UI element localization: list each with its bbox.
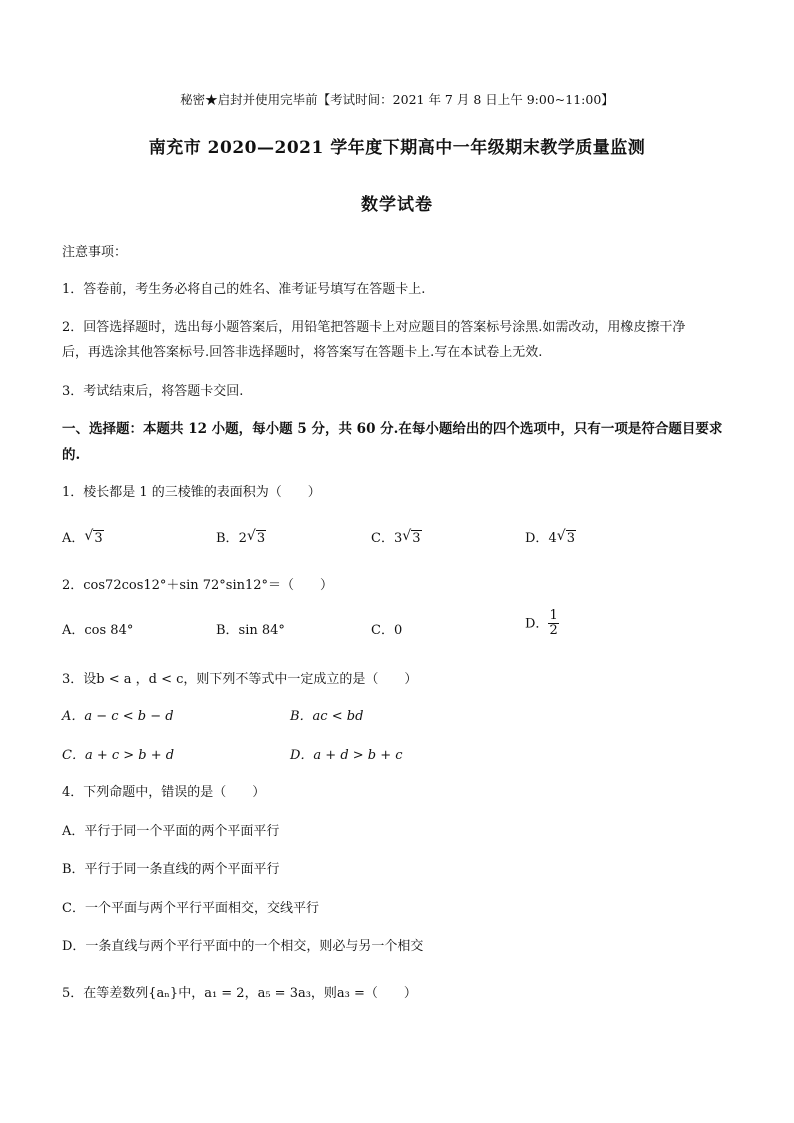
q4-option-a: A．平行于同一个平面的两个平面平行 — [62, 824, 280, 839]
q3-option-d: D．a + d > b + c — [290, 748, 403, 763]
q1-option-a: A． √ 3 — [62, 528, 103, 546]
q2-option-a: A．cos 84° — [62, 623, 134, 638]
note-item-2-cont: 后，再选涂其他答案标号.回答非选择题时，将答案写在答题卡上.写在本试卷上无效. — [62, 345, 543, 360]
section-heading: 一、选择题：本题共 12 小题，每小题 5 分，共 60 分.在每小题给出的四个选项中，只有一项是符合题目要求 — [62, 421, 723, 437]
notes-heading: 注意事项： — [62, 245, 128, 260]
confidential-notice: 秘密★启封并使用完毕前【考试时间：2021 年 7 月 8 日上午 9:00~11:00】 — [180, 92, 614, 107]
q4-option-d: D．一条直线与两个平行平面中的一个相交，则必与另一个相交 — [62, 939, 424, 954]
q2-option-c: C．0 — [371, 623, 403, 638]
question-5-stem: 5．在等差数列{aₙ}中，a₁ = 2，a₅ = 3a₃，则a₃ =（ ） — [62, 986, 417, 1001]
q1-option-c: C．3 √ 3 — [371, 528, 421, 546]
exam-subtitle: 数学试卷 — [361, 195, 433, 215]
q1-option-d: D．4 √ 3 — [525, 528, 575, 546]
q2-option-d: D． $\frac{1}{2}$ — [525, 608, 558, 639]
note-item-1: 1．答卷前，考生务必将自己的姓名、准考证号填写在答题卡上. — [62, 282, 426, 297]
note-item-3: 3．考试结束后，将答题卡交回. — [62, 384, 244, 399]
q4-option-c: C．一个平面与两个平行平面相交，交线平行 — [62, 901, 319, 916]
note-item-2: 2．回答选择题时，选出每小题答案后，用铅笔把答题卡上对应题目的答案标号涂黑.如需改动，用橡皮擦干净 — [62, 320, 686, 335]
section-heading-cont: 的. — [62, 447, 81, 463]
exam-title: 南充市 2020—2021 学年度下期高中一年级期末教学质量监测 — [148, 138, 646, 158]
question-1-stem: 1．棱长都是 1 的三棱锥的表面积为（ ） — [62, 485, 321, 500]
q3-option-b: B．ac < bd — [290, 709, 364, 724]
question-3-stem: 3．设b < a ，d < c，则下列不等式中一定成立的是（ ） — [62, 672, 418, 687]
q3-option-a: A．a − c < b − d — [62, 709, 174, 724]
q3-option-c: C．a + c > b + d — [62, 748, 175, 763]
question-2-stem: 2．cos72cos12°＋sin 72°sin12°＝（ ） — [62, 578, 334, 593]
q1-option-b: B．2 √ 3 — [216, 528, 266, 546]
q2-option-b: B．sin 84° — [216, 623, 285, 638]
q4-option-b: B．平行于同一条直线的两个平面平行 — [62, 862, 280, 877]
question-4-stem: 4．下列命题中，错误的是（ ） — [62, 785, 266, 800]
